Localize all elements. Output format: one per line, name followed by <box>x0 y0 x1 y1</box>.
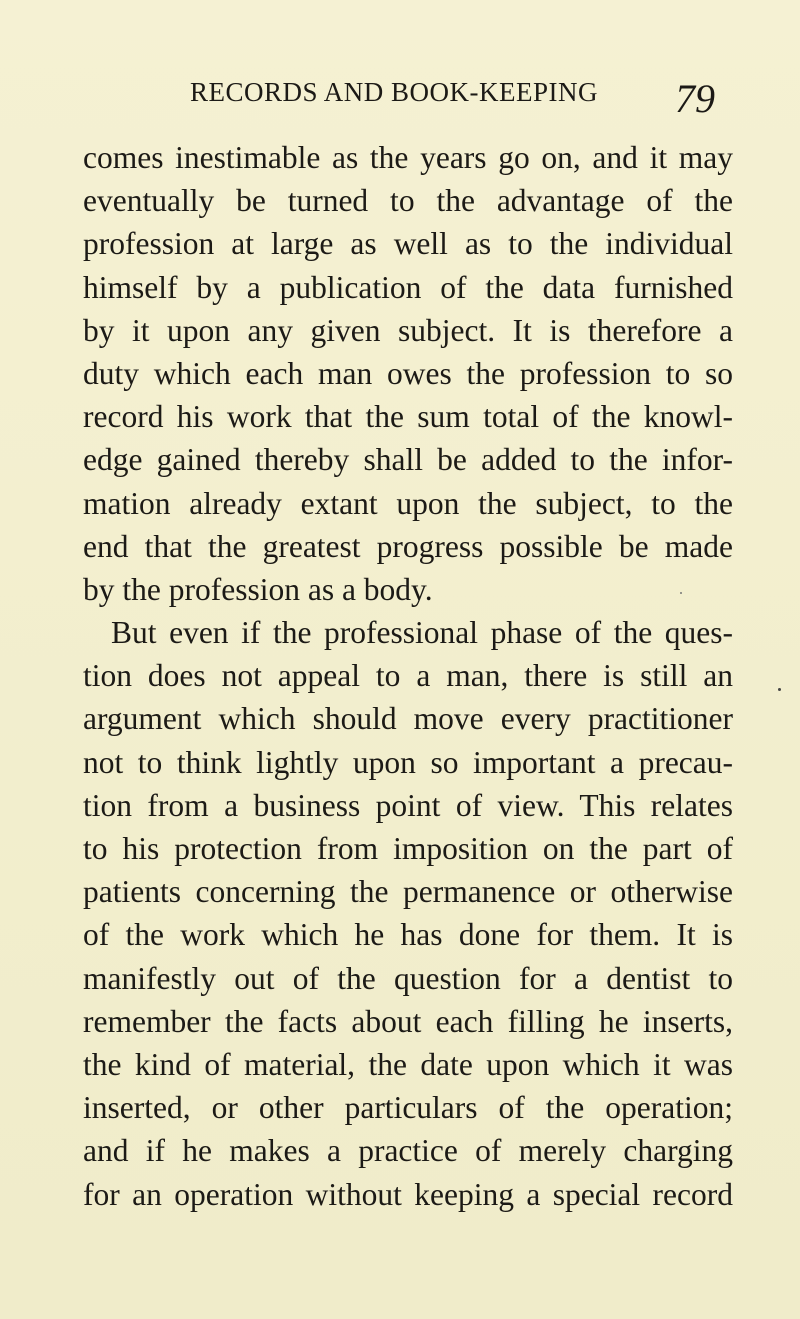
text-line: mation already extant upon the subject, to the <box>83 485 733 521</box>
text-line: and if he makes a practice of merely charging <box>83 1133 733 1169</box>
text-line: not to think lightly upon so important a precau- <box>83 744 733 780</box>
text-line: edge gained thereby shall be added to the infor- <box>83 442 733 478</box>
text-line: remember the facts about each filling he inserts, <box>83 1003 733 1039</box>
text-line: tion from a business point of view. This relates <box>83 787 733 823</box>
text-line: inserted, or other particulars of the operation; <box>83 1090 733 1126</box>
text-line: duty which each man owes the profession to so <box>83 355 733 391</box>
text-line: end that the greatest progress possible be made <box>83 528 733 564</box>
text-line: But even if the professional phase of the ques- <box>111 615 733 651</box>
text-line: to his protection from imposition on the part of <box>83 831 733 866</box>
text-line: tion does not appeal to a man, there is still an <box>83 658 733 694</box>
page-number: 79 <box>675 76 715 121</box>
text-line: patients concerning the permanence or otherwise <box>83 874 733 910</box>
running-head <box>0 76 800 121</box>
text-line: eventually be turned to the advantage of the <box>83 183 733 219</box>
text-line: the kind of material, the date upon which it was <box>83 1046 733 1082</box>
text-line: by the profession as a body. <box>83 571 433 607</box>
text-line: profession at large as well as to the individual <box>83 226 733 262</box>
text-line: argument which should move every practitioner <box>83 701 733 737</box>
text-line: of the work which he has done for them. It is <box>83 917 733 953</box>
text-line: comes inestimable as the years go on, and it may <box>83 140 733 175</box>
body-text <box>83 136 733 1216</box>
text-line: himself by a publication of the data furnished <box>83 269 733 305</box>
text-line: for an operation without keeping a special record <box>83 1176 733 1212</box>
paper-speck <box>778 688 781 691</box>
text-line: by it upon any given subject. It is therefore a <box>83 312 733 348</box>
paper-speck <box>680 592 682 594</box>
running-title: RECORDS AND BOOK-KEEPING <box>190 77 599 107</box>
text-line: manifestly out of the question for a dentist to <box>83 960 733 996</box>
text-line: record his work that the sum total of the knowl- <box>83 399 733 435</box>
